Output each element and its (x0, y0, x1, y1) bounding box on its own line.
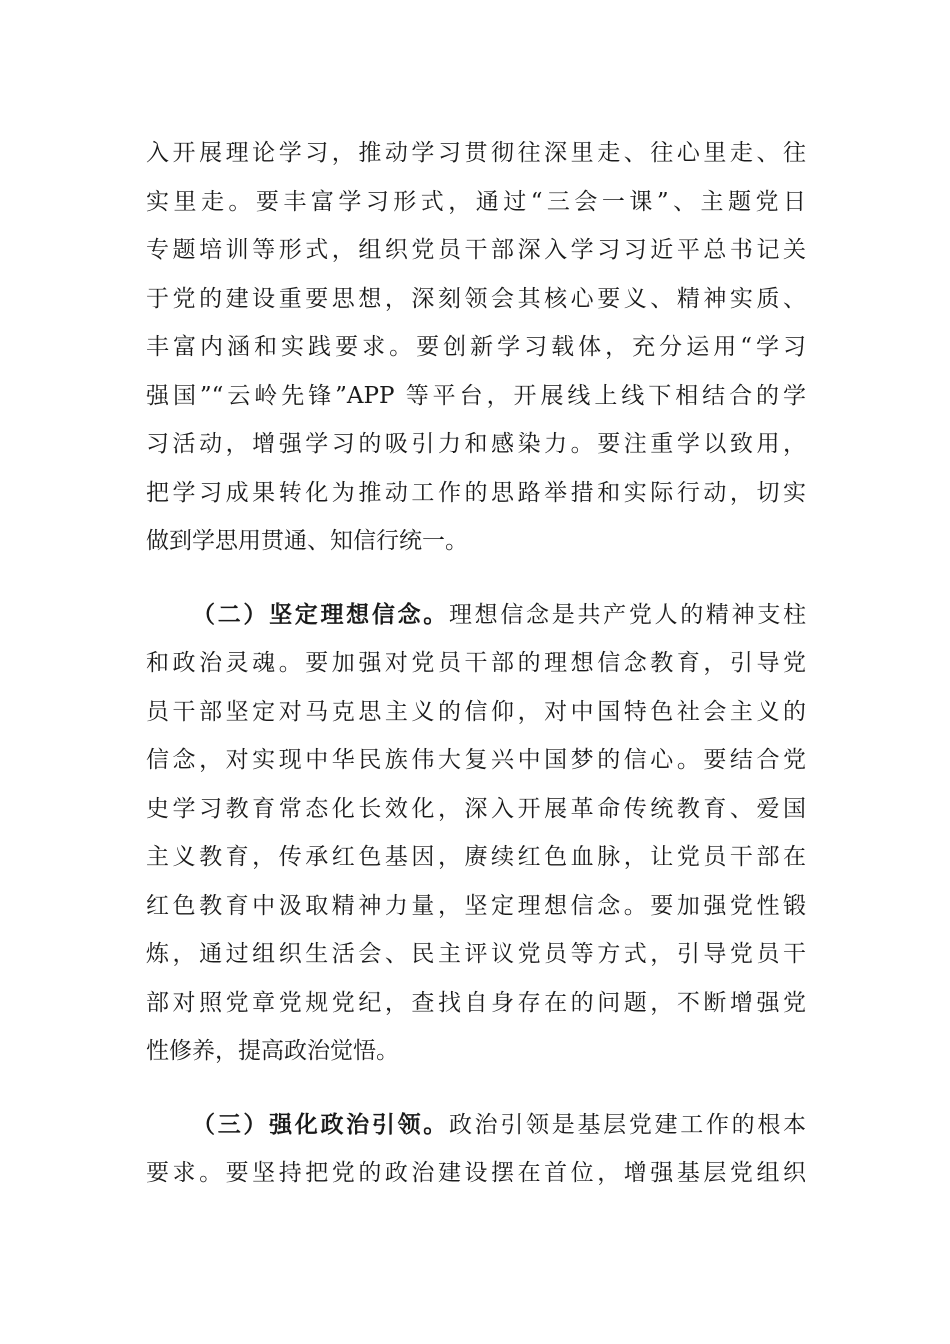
text-line: 于党的建设重要思想，深刻领会其核心要义、精神实质、 (146, 285, 806, 312)
section-heading: （三）强化政治引领。 (192, 1110, 449, 1138)
section-heading: （二）坚定理想信念。 (192, 600, 449, 628)
text-line-first (146, 591, 806, 640)
heading-rest: 政治引领是基层党建工作的根本 (448, 1111, 807, 1138)
paragraph-3 (146, 1101, 806, 1198)
text-line: 把学习成果转化为推动工作的思路举措和实际行动，切实 (146, 479, 806, 506)
text-line: 入开展理论学习，推动学习贯彻往深里走、往心里走、往 (146, 140, 806, 166)
text-line: 做到学思用贯通、知信行统一。 (146, 528, 468, 554)
text-line: 史学习教育常态化长效化，深入开展革命传统教育、爱国 (146, 795, 806, 822)
text-line: 和政治灵魂。要加强对党员干部的理想信念教育，引导党 (146, 650, 806, 676)
heading-rest: 理想信念是共产党人的精神支柱 (448, 601, 807, 628)
text-line: 红色教育中汲取精神力量，坚定理想信念。要加强党性锻 (146, 892, 806, 919)
paragraph-spacer (146, 1076, 806, 1101)
text-line: 员干部坚定对马克思主义的信仰，对中国特色社会主义的 (146, 698, 806, 725)
paragraph-1 (146, 129, 806, 566)
text-line: 强国”“云岭先锋”APP 等平台，开展线上线下相结合的学 (146, 382, 806, 409)
paragraph-2 (146, 591, 806, 1076)
text-line: 主义教育，传承红色基因，赓续红色血脉，让党员干部在 (146, 844, 806, 870)
paragraph-spacer (146, 566, 806, 591)
text-line: 专题培训等形式，组织党员干部深入学习习近平总书记关 (146, 237, 806, 263)
text-line: 性修养，提高政治觉悟。 (146, 1038, 399, 1064)
text-line: 要求。要坚持把党的政治建设摆在首位，增强基层党组织 (146, 1160, 806, 1186)
text-line: 丰富内涵和实践要求。要创新学习载体，充分运用“学习 (146, 334, 806, 360)
document-body (146, 129, 806, 1198)
text-line: 实里走。要丰富学习形式，通过“三会一课”、主题党日 (146, 188, 806, 215)
text-line: 部对照党章党规党纪，查找自身存在的问题，不断增强党 (146, 989, 806, 1016)
text-line: 习活动，增强学习的吸引力和感染力。要注重学以致用， (146, 431, 806, 457)
text-line-first (146, 1101, 806, 1150)
text-line: 炼，通过组织生活会、民主评议党员等方式，引导党员干 (146, 941, 806, 967)
text-line: 信念，对实现中华民族伟大复兴中国梦的信心。要结合党 (146, 747, 806, 773)
